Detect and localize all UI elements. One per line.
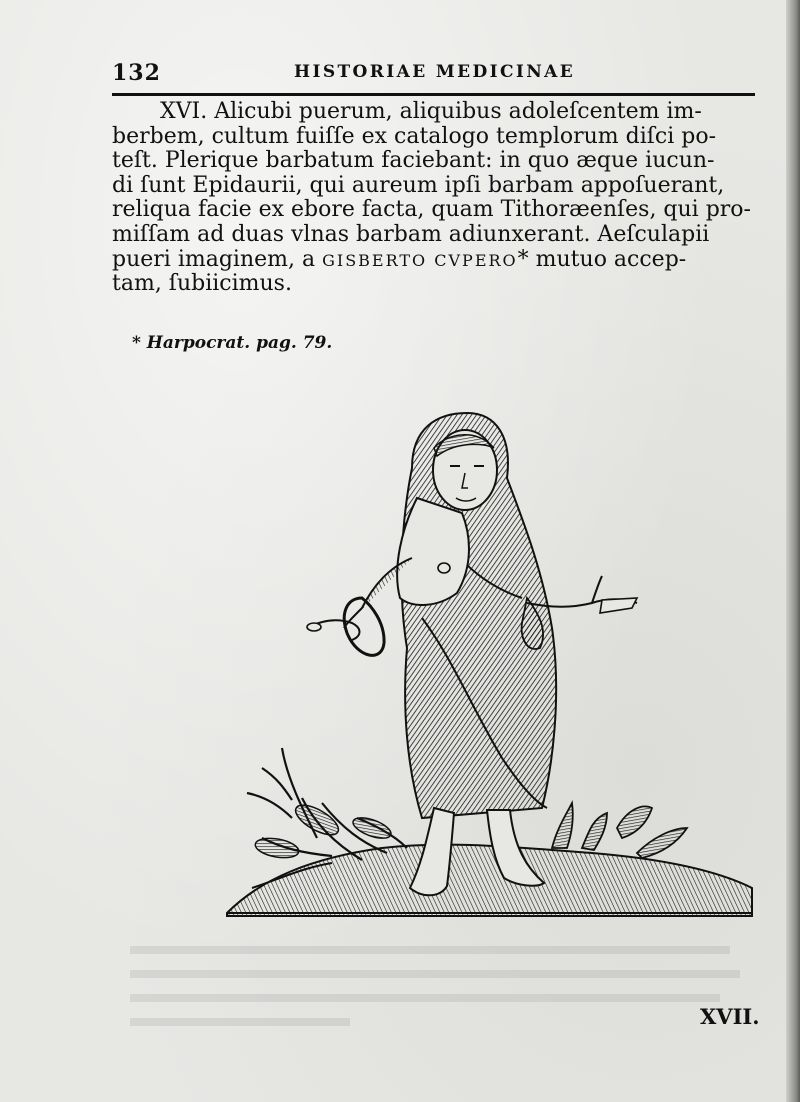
text-line: reliqua facie ex ebore facta, quam Tithoræenſes, qui pro- bbox=[112, 197, 751, 223]
engraving-illustration bbox=[222, 408, 757, 918]
text-run: pueri imaginem, a bbox=[112, 246, 323, 272]
text-line: XVI. Alicubi puerum, aliquibus adoleſcentem im- bbox=[160, 99, 702, 124]
bleed-through-texture bbox=[130, 940, 750, 1056]
page-number: 132 bbox=[112, 60, 161, 86]
text-line: miſſam ad duas vlnas barbam adiunxerant. Aeſculapii bbox=[112, 221, 710, 247]
text-line: berbem, cultum fuiſſe ex catalogo templorum diſci po- bbox=[112, 123, 717, 149]
text-line: tam, ſubiicimus. bbox=[112, 271, 292, 297]
running-head: HISTORIAE MEDICINAE bbox=[294, 62, 576, 82]
ground bbox=[227, 845, 752, 916]
text-line: teſt. Plerique barbatum faciebant: in quo æque iucun- bbox=[112, 148, 715, 174]
text-run: * mutuo accep- bbox=[517, 246, 687, 272]
catchword: XVII. bbox=[700, 1004, 760, 1029]
right-plants bbox=[552, 803, 687, 858]
page-header bbox=[112, 60, 752, 90]
author-name-smallcaps: GISBERTO CVPERO bbox=[322, 250, 518, 270]
footnote: * Harpocrat. pag. 79. bbox=[132, 333, 333, 353]
body-text bbox=[112, 100, 760, 297]
text-line: di ſunt Epidaurii, qui aureum ipſi barbam appoſuerant, bbox=[112, 172, 725, 198]
header-rule bbox=[112, 93, 755, 96]
page-edge-shadow bbox=[786, 0, 800, 1102]
bleed-through-lines bbox=[130, 940, 750, 1050]
text-line bbox=[112, 248, 760, 273]
